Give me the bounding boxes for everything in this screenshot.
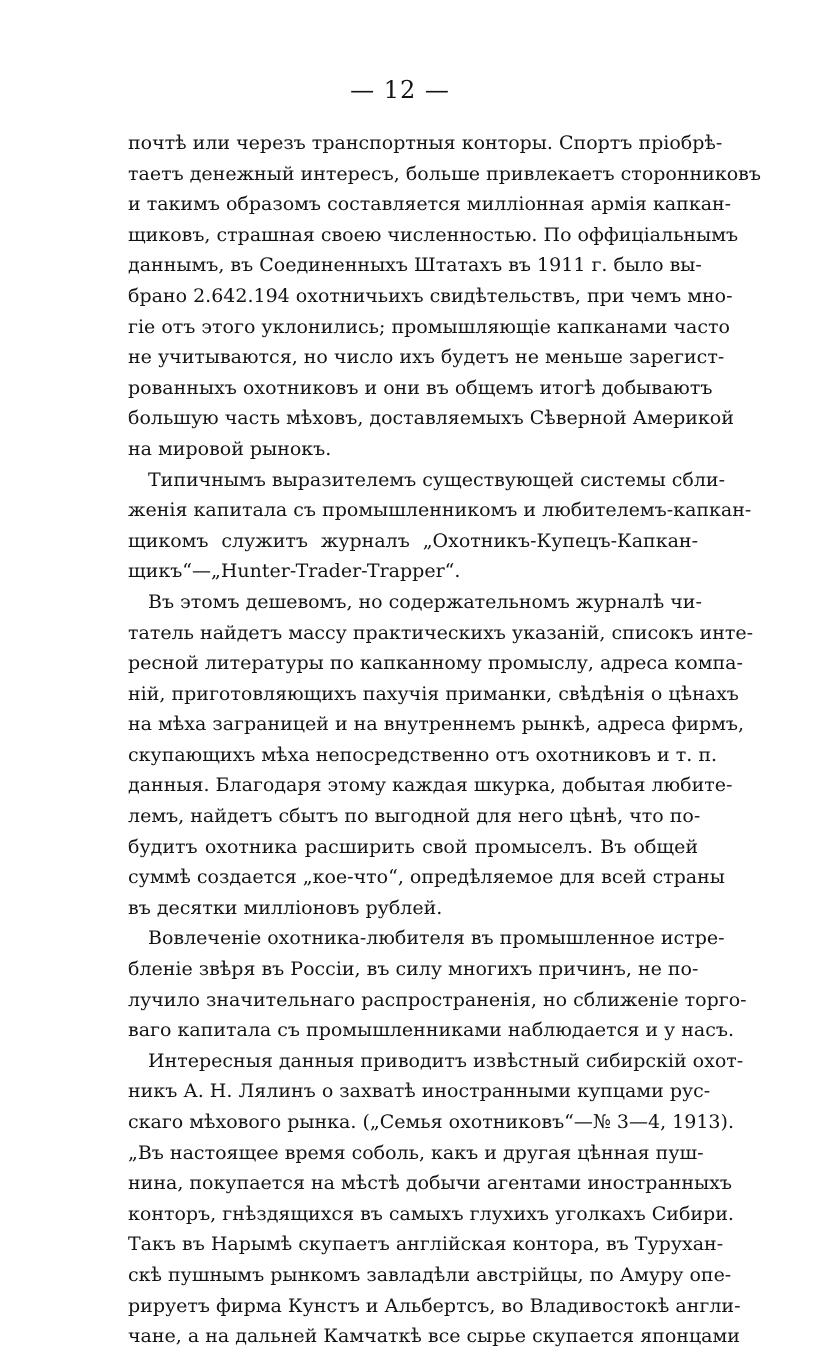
text-line: женія капитала съ промышленникомъ и любителемъ-капкан- [128, 499, 752, 522]
text-line: Интересныя данныя приводитъ извѣстный сибирскій охот- [148, 1049, 744, 1072]
text-line: даннымъ, въ Соединенныхъ Штатахъ въ 1911 г. было вы- [128, 254, 702, 277]
text-line: данныя. Благодаря этому каждая шкурка, добытая любите- [128, 774, 733, 797]
text-line: никъ А. Н. Лялинъ о захватѣ иностранными купцами рус- [128, 1080, 711, 1103]
text-line: гіе отъ этого уклонились; промышляющіе капканами часто [128, 315, 730, 338]
text-line: на мѣха заграницей и на внутреннемъ рынкѣ, адреса фирмъ, [128, 713, 745, 736]
text-line: чане, а на дальней Камчаткѣ все сырье скупается японцами [128, 1325, 740, 1348]
text-line: Такъ въ Нарымѣ скупаетъ англійская контора, въ Турухан- [128, 1233, 724, 1256]
text-line: большую часть мѣховъ, доставляемыхъ Сѣверной Америкой [128, 407, 734, 430]
text-line: скупающихъ мѣха непосредственно отъ охотниковъ и т. п. [128, 743, 718, 766]
text-line: лучило значительнаго распространенія, но сближеніе торго- [128, 988, 747, 1011]
text-line: на мировой рынокъ. [128, 437, 332, 460]
text-line: не учитываются, но число ихъ будетъ не меньше зарегист- [128, 346, 725, 369]
text-line: будитъ охотника расширить свой промыселъ. Въ общей [128, 835, 698, 858]
text-line: конторъ, гнѣздящихся въ самыхъ глухихъ уголкахъ Сибири. [128, 1202, 734, 1225]
text-line: ній, приготовляющихъ пахучія приманки, свѣдѣнія о цѣнахъ [128, 682, 739, 705]
text-line: суммѣ создается „кое-что“, опредѣляемое для всей страны [128, 866, 725, 889]
text-line: скаго мѣхового рынка. („Семья охотниковъ“—№ 3—4, 1913). [128, 1111, 734, 1133]
text-line: ресной литературы по капканному промыслу, адреса компа- [128, 652, 743, 675]
text-line: „Въ настоящее время соболь, какъ и другая цѣнная пуш- [128, 1141, 704, 1164]
text-line: рованныхъ охотниковъ и они въ общемъ итогѣ добываютъ [128, 376, 713, 399]
text-line: щиковъ, страшная своею численностью. По оффиціальнымъ [128, 223, 739, 246]
text-line: нина, покупается на мѣстѣ добычи агентами иностранныхъ [128, 1172, 733, 1195]
text-line: брано 2.642.194 охотничьихъ свидѣтельствъ, при чемъ мно- [128, 284, 733, 307]
text-line: татель найдетъ массу практическихъ указаній, списокъ инте- [128, 621, 754, 644]
text-line: скѣ пушнымъ рынкомъ завладѣли австрійцы, по Амуру опе- [128, 1263, 732, 1286]
page-number: — 12 — [350, 76, 450, 104]
text-line: въ десятки милліоновъ рублей. [128, 896, 443, 919]
text-line: Въ этомъ дешевомъ, но содержательномъ журналѣ чи- [148, 590, 702, 613]
text-line: бленіе звѣря въ Россіи, въ силу многихъ причинъ, не по- [128, 958, 699, 981]
text-line: таетъ денежный интересъ, больше привлекаетъ сторонниковъ [128, 162, 761, 185]
text-line: и такимъ образомъ составляется милліонная армія капкан- [128, 193, 732, 216]
text-line: лемъ, найдетъ сбытъ по выгодной для него цѣнѣ, что по- [128, 805, 701, 828]
text-line: щикомъ служитъ журналъ „Охотникъ-Купецъ-Капкан- [128, 529, 698, 552]
text-line: Типичнымъ выразителемъ существующей системы сбли- [148, 468, 726, 491]
text-line: почтѣ или черезъ транспортныя конторы. Спортъ пріобрѣ- [128, 132, 723, 154]
text-line: рируетъ фирма Кунстъ и Альбертсъ, во Владивостокѣ англи- [128, 1294, 741, 1317]
text-line: Вовлеченіе охотника-любителя въ промышленное истре- [148, 927, 725, 950]
text-line: ваго капитала съ промышленниками наблюдается и у насъ. [128, 1019, 735, 1042]
body-text [128, 128, 761, 1352]
text-line: щикъ“—„Hunter-Trader-Trapper“. [128, 560, 461, 583]
